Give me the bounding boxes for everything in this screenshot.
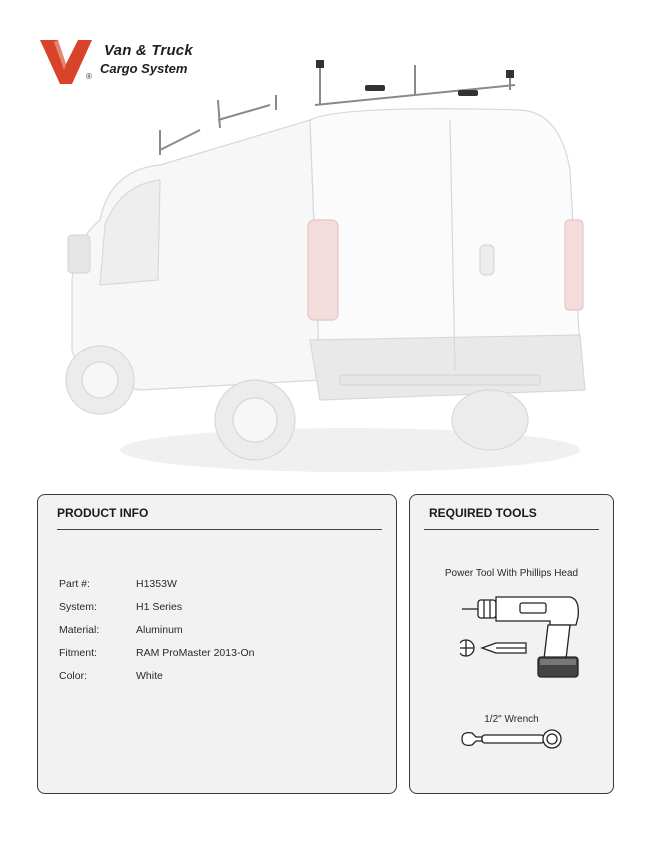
wrench-icon	[460, 727, 565, 751]
info-value: White	[136, 669, 163, 682]
product-info-title: PRODUCT INFO	[57, 506, 149, 520]
info-label: Material:	[59, 623, 100, 636]
registered-mark: ®	[86, 72, 92, 81]
power-drill-icon	[460, 591, 585, 683]
tool-label-wrench: 1/2" Wrench	[484, 714, 539, 725]
info-value: H1 Series	[136, 600, 183, 613]
info-row-part	[59, 572, 254, 595]
tool-label-power-tool: Power Tool With Phillips Head	[444, 568, 579, 579]
cargo-van-with-roof-rack-icon	[40, 50, 610, 480]
brand-name-line2: Cargo System	[100, 61, 188, 76]
info-label: Fitment:	[59, 646, 97, 659]
divider	[57, 529, 382, 530]
divider	[424, 529, 599, 530]
info-row-color	[59, 664, 254, 687]
product-info-table	[59, 572, 254, 687]
required-tools-panel	[409, 494, 614, 794]
info-row-system	[59, 595, 254, 618]
info-label: Part #:	[59, 577, 90, 590]
info-value: RAM ProMaster 2013-On	[136, 646, 255, 659]
info-row-material	[59, 618, 254, 641]
brand-name-line1: Van & Truck	[104, 42, 193, 59]
info-value: H1353W	[136, 577, 177, 590]
info-label: Color:	[59, 669, 88, 682]
product-info-panel	[37, 494, 397, 794]
info-value: Aluminum	[136, 623, 183, 636]
required-tools-title: REQUIRED TOOLS	[429, 506, 537, 520]
info-label: System:	[59, 600, 97, 613]
info-row-fitment	[59, 641, 254, 664]
